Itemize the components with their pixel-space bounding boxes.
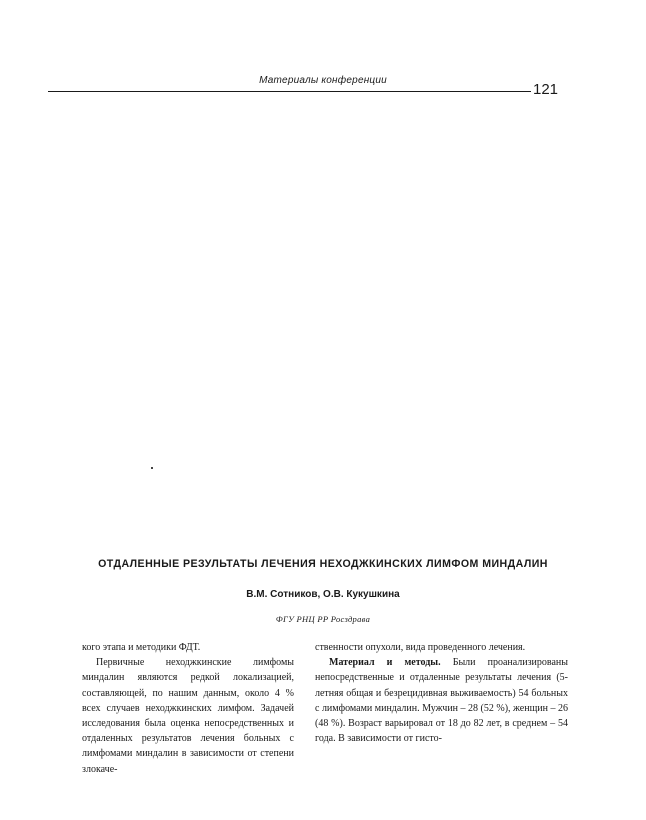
- article-title: ОТДАЛЕННЫЕ РЕЗУЛЬТАТЫ ЛЕЧЕНИЯ НЕХОДЖКИНСКИХ ЛИМФОМ МИНДАЛИН: [98, 558, 548, 570]
- right-column: [315, 640, 568, 746]
- header-rule: [48, 91, 531, 92]
- article-authors: В.М. Сотников, О.В. Кукушкина: [246, 589, 400, 600]
- page-number: 121: [533, 81, 559, 98]
- left-column: [82, 640, 294, 777]
- section-heading-methods: Материал и методы.: [329, 657, 441, 669]
- left-column-paragraph: Первичные неходжкинские лимфомы миндалин являются редкой локализацией, составляющей, по нашим данным, около 4 % всех случаев неходжкинских лимфом. Задачей исследования была оценка непосредственных и отдаленных результатов лечения больных с лимфомами миндалин в зависимости от степени злокаче-: [82, 657, 294, 775]
- running-head: Материалы конференции: [259, 75, 387, 86]
- methods-text: Были проанализированы непосредственные и отдаленные результаты лечения (5-летняя общая и безрецидивная выживаемость) 54 больных с лимфомами миндалин. Мужчин – 28 (52 %), женщин – 26 (48 %). Возраст варьировал от 18 до 82 лет, в среднем – 54 года. В зависимости от гисто-: [315, 657, 569, 745]
- left-column-continuation: кого этапа и методики ФДТ.: [82, 642, 201, 653]
- right-column-continuation: ственности опухоли, вида проведенного лечения.: [315, 642, 526, 653]
- right-column-paragraph: [315, 655, 568, 746]
- stray-dot: [151, 467, 153, 469]
- article-affiliation: ФГУ РНЦ РР Росздрава: [275, 614, 371, 624]
